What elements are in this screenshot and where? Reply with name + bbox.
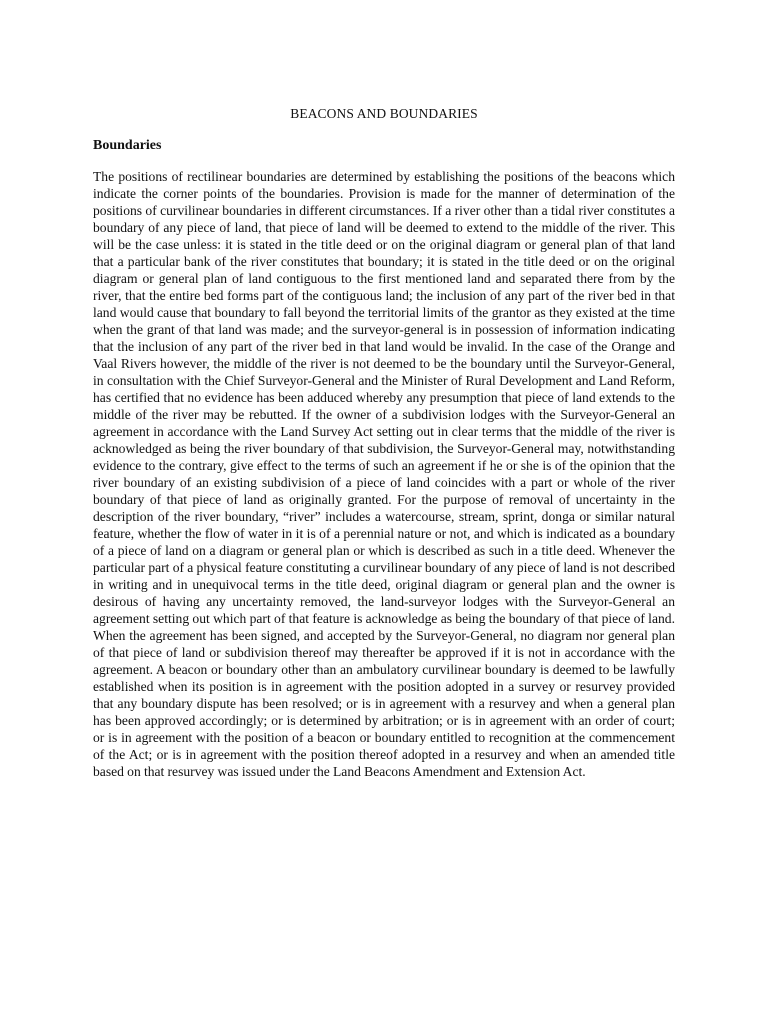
document-title: BEACONS AND BOUNDARIES <box>290 106 478 121</box>
section-heading: Boundaries <box>93 138 162 153</box>
body-paragraph: The positions of rectilinear boundaries are determined by establishing the positions of the beacons which indicate the corner points of the boundaries. Provision is made for the manner of determination of the positions of curvilinear boundaries in different circumstances. If a river other than a tidal river constitutes a boundary of any piece of land, that piece of land will be deemed to extend to the middle of the river. This will be the case unless: it is stated in the title deed or on the original diagram or general plan of that land that a particular bank of the river constitutes that boundary; it is stated in the title deed or on the original diagram or general plan of land contiguous to the first mentioned land and separated there from by the river, that the entire bed forms part of the contiguous land; the inclusion of any part of the river bed in that land would cause that boundary to fall beyond the territorial limits of the grantor as they existed at the time when the grant of that land was made; and the surveyor-general is in possession of information indicating that the inclusion of any part of the river bed in that land would be invalid. In the case of the Orange and Vaal Rivers however, the middle of the river is not deemed to be the boundary until the Surveyor-General, in consultation with the Chief Surveyor-General and the Minister of Rural Development and Land Reform, has certified that no evidence has been adduced whereby any presumption that piece of land extends to the middle of the river may be rebutted. If the owner of a subdivision lodges with the Surveyor-General an agreement in accordance with the Land Survey Act setting out in clear terms that the middle of the river is acknowledged as being the river boundary of that subdivision, the Surveyor-General may, notwithstanding evidence to the contrary, give effect to the terms of such an agreement if he or she is of the opinion that the river boundary of an existing subdivision of a piece of land coincides with a part or whole of the river boundary of that piece of land as originally granted. For the purpose of removal of uncertainty in the description of the river boundary, “river” includes a watercourse, stream, sprint, donga or similar natural feature, whether the flow of water in it is of a perennial nature or not, and which is indicated as a boundary of a piece of land on a diagram or general plan or which is described as such in a title deed. Whenever the particular part of a physical feature constituting a curvilinear boundary of any piece of land is not described in writing and in unequivocal terms in the title deed, original diagram or general plan and the owner is desirous of having any uncertainty removed, the land-surveyor lodges with the Surveyor-General an agreement setting out which part of that feature is acknowledge as being the boundary of that piece of land. When the agreement has been signed, and accepted by the Surveyor-General, no diagram nor general plan of that piece of land or subdivision thereof may thereafter be approved if it is not in accordance with the agreement. A beacon or boundary other than an ambulatory curvilinear boundary is deemed to be lawfully established when its position is in agreement with the position adopted in a survey or resurvey provided that any boundary dispute has been resolved; or is in agreement with a resurvey and when a general plan has been approved accordingly; or is determined by arbitration; or is in agreement with an order of court; or is in agreement with the position of a beacon or boundary entitled to recognition at the commencement of the Act; or is in agreement with the position thereof adopted in a resurvey and when an amended title based on that resurvey was issued under the Land Beacons Amendment and Extension Act. <box>93 169 675 779</box>
